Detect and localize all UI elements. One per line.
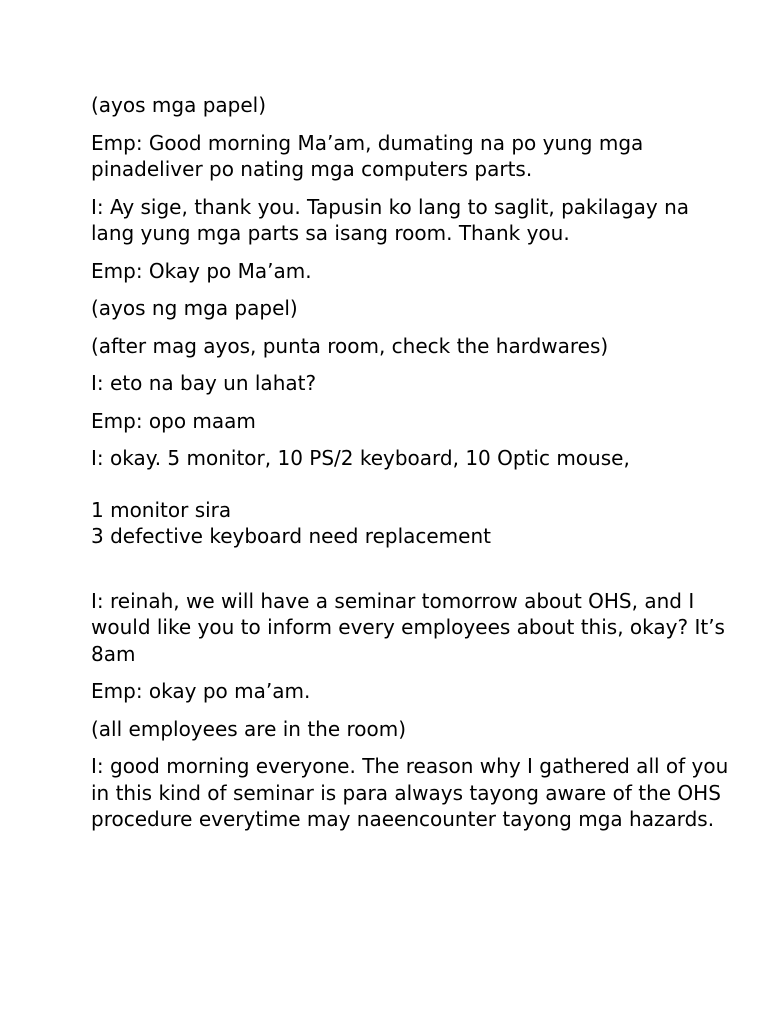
paragraph-monitor-note: 1 monitor sira (91, 497, 232, 522)
paragraph-i-seminar: I: reinah, we will have a seminar tomorrow about OHS, and I would like you to inform every employees about this, okay? It’s 8am (91, 588, 732, 666)
paragraph-keyboard-note: 3 defective keyboard need replacement (91, 524, 491, 548)
paragraph-stage-direction: (ayos mga papel) (91, 93, 267, 117)
paragraph-emp-okay: Emp: okay po ma’am. (91, 679, 311, 703)
paragraph-emp-okay: Emp: Okay po Ma’am. (91, 258, 312, 283)
paragraph-emp-answer: Emp: opo maam (91, 408, 256, 433)
paragraph-stage-direction: (ayos ng mga papel) (91, 296, 298, 320)
paragraph-i-inventory: I: okay. 5 monitor, 10 PS/2 keyboard, 10 Optic mouse, (91, 446, 630, 470)
paragraph-i-question: I: eto na bay un lahat? (91, 371, 317, 395)
paragraph-i-response: I: Ay sige, thank you. Tapusin ko lang to saglit, pakilagay na lang yung mga parts sa isang room. Thank you. (91, 194, 696, 245)
document-body (91, 92, 735, 844)
paragraph-i-seminar-speech: I: good morning everyone. The reason why I gathered all of you in this kind of seminar is para always tayong aware of the OHS procedure everytime may naeencounter tayong mga hazards. (91, 754, 735, 831)
paragraph-stage-direction: (all employees are in the room) (91, 716, 407, 741)
paragraph-emp-greeting: Emp: Good morning Ma’am, dumating na po yung mga pinadeliver po nating mga computers parts. (91, 130, 650, 181)
paragraph-stage-direction: (after mag ayos, punta room, check the hardwares) (91, 333, 609, 358)
